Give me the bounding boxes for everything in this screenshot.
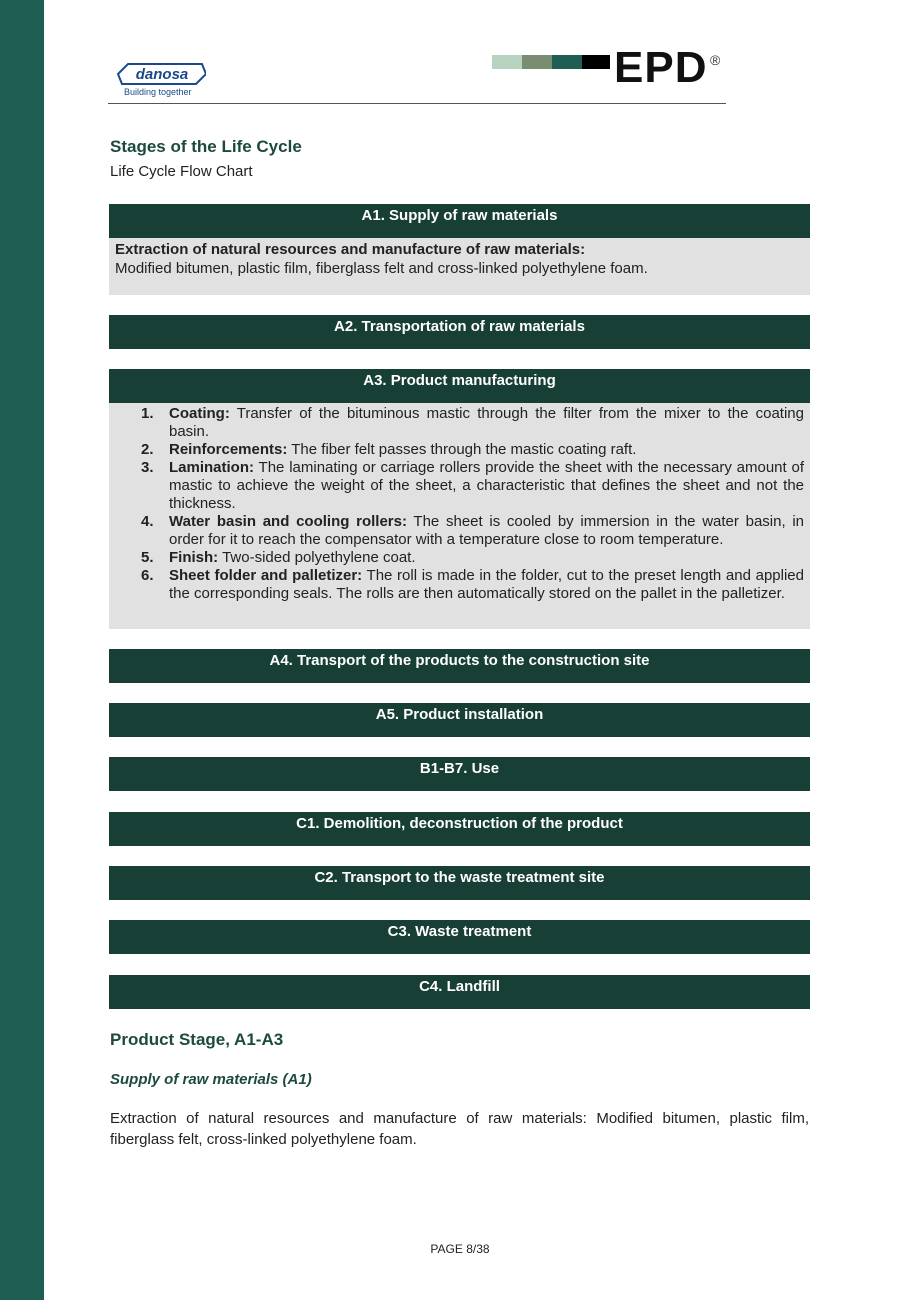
stage-c3-header: C3. Waste treatment: [109, 920, 810, 954]
step-number: 1.: [141, 405, 154, 422]
stage-a3-header: A3. Product manufacturing: [109, 369, 810, 403]
list-item: [109, 459, 810, 513]
list-item: [109, 405, 810, 441]
list-item: [109, 549, 810, 567]
stage-a5-header: A5. Product installation: [109, 703, 810, 737]
step-lead: Reinforcements:: [169, 441, 288, 458]
supply-subheading: Supply of raw materials (A1): [110, 1071, 312, 1088]
step-text: The laminating or carriage rollers provide the sheet with the necessary amount of mastic to achieve the weight of the sheet, a characteristic that defines the sheet and not the thickness.: [169, 459, 804, 512]
step-text: Two-sided polyethylene coat.: [218, 549, 416, 566]
step-number: 4.: [141, 513, 154, 530]
strip-segment-1: [492, 55, 522, 69]
registered-mark: ®: [710, 52, 721, 68]
stage-a4-header: A4. Transport of the products to the construction site: [109, 649, 810, 683]
danosa-logo-mark: [114, 62, 206, 86]
manufacturing-steps-list: [109, 405, 810, 603]
a1-body-bold: Extraction of natural resources and manufacture of raw materials:: [115, 241, 586, 258]
page-title: Stages of the Life Cycle: [110, 137, 302, 156]
stage-a3-body: [109, 403, 810, 629]
logo-tagline: Building together: [124, 87, 192, 97]
step-number: 2.: [141, 441, 154, 458]
strip-segment-3: [552, 55, 582, 69]
supply-paragraph: Extraction of natural resources and manufacture of raw materials: Modified bitumen, plastic film, fiberglass felt, cross-linked polyethylene foam.: [110, 1110, 809, 1148]
step-lead: Lamination:: [169, 459, 254, 476]
danosa-logo: [110, 58, 210, 102]
list-item: [109, 513, 810, 549]
step-lead: Sheet folder and palletizer:: [169, 567, 363, 584]
stage-c4-header: C4. Landfill: [109, 975, 810, 1009]
step-lead: Finish:: [169, 549, 219, 566]
a1-body-text: Modified bitumen, plastic film, fiberglass felt and cross-linked polyethylene foam.: [115, 260, 648, 277]
strip-segment-2: [522, 55, 552, 69]
list-item: [109, 441, 810, 459]
step-text: Transfer of the bituminous mastic through the filter from the mixer to the coating basin.: [169, 405, 804, 440]
stage-b-header: B1-B7. Use: [109, 757, 810, 791]
step-lead: Coating:: [169, 405, 230, 422]
step-number: 3.: [141, 459, 154, 476]
left-accent-bar: [0, 0, 44, 1300]
logo-brand-text: danosa: [135, 66, 189, 83]
list-item: [109, 567, 810, 603]
step-number: 5.: [141, 549, 154, 566]
header-divider: [108, 103, 726, 104]
epd-label: EPD: [614, 43, 708, 92]
strip-segment-4: [582, 55, 610, 69]
stage-a2-header: A2. Transportation of raw materials: [109, 315, 810, 349]
step-lead: Water basin and cooling rollers:: [169, 513, 407, 530]
page-subtitle: Life Cycle Flow Chart: [110, 163, 253, 180]
step-number: 6.: [141, 567, 154, 584]
step-text: The sheet is cooled by immersion in the water basin, in order for it to reach the compensator with a temperature close to room temperature.: [169, 513, 805, 548]
page-number: PAGE 8/38: [430, 1242, 490, 1256]
stage-c2-header: C2. Transport to the waste treatment site: [109, 866, 810, 900]
stage-c1-header: C1. Demolition, deconstruction of the product: [109, 812, 810, 846]
step-text: The roll is made in the folder, cut to the preset length and applied the corresponding seals. The rolls are then automatically stored on the pallet in the palletizer.: [169, 567, 804, 602]
product-stage-heading: Product Stage, A1-A3: [110, 1030, 284, 1049]
step-text: The fiber felt passes through the mastic coating raft.: [287, 441, 637, 458]
stage-a1-body: [109, 238, 810, 295]
stage-a1-header: A1. Supply of raw materials: [109, 204, 810, 238]
